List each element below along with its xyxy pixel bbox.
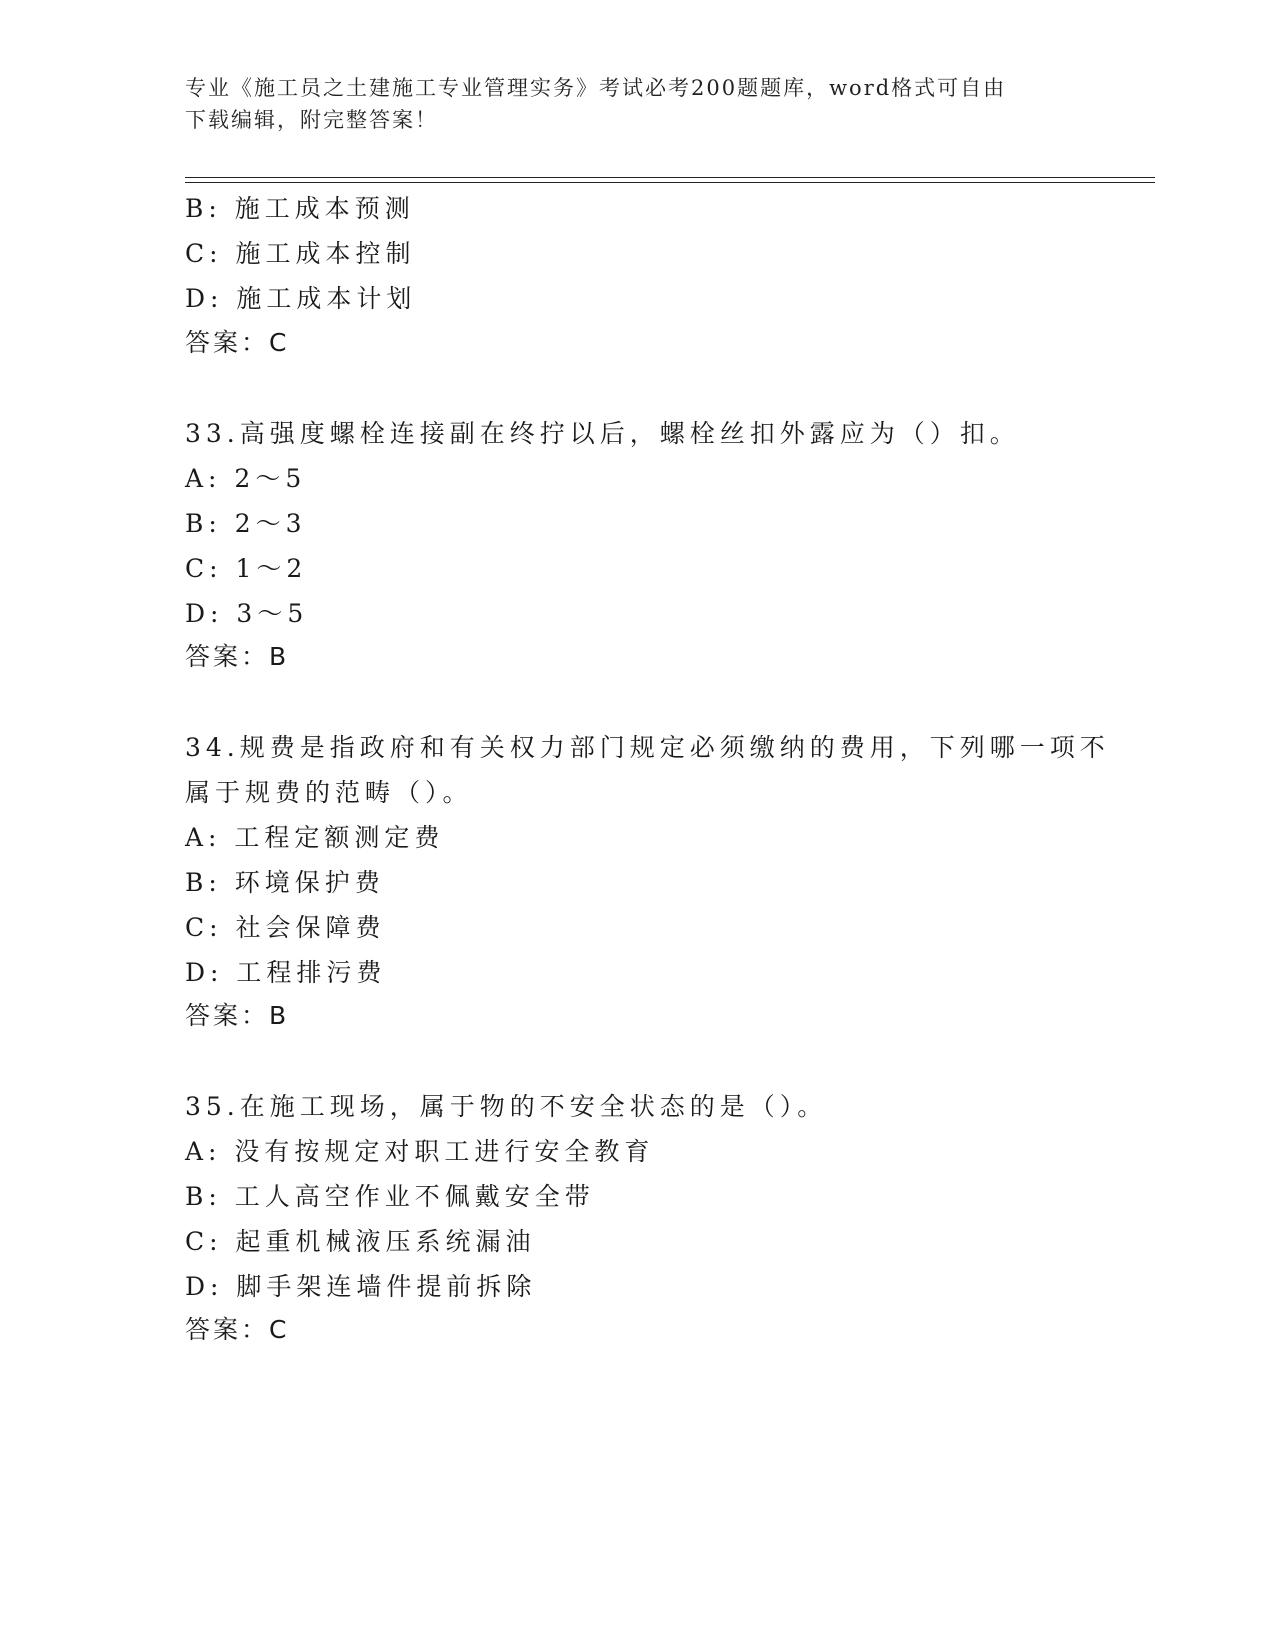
header-divider-bottom [185, 182, 1155, 183]
q32-answer: 答案：C [185, 328, 290, 357]
q34-option-a: A: 工程定额测定费 [185, 823, 445, 852]
q35-option-a: A: 没有按规定对职工进行安全教育 [185, 1137, 655, 1166]
q34-question-line-1: 34.规费是指政府和有关权力部门规定必须缴纳的费用，下列哪一项不 [185, 733, 1110, 762]
q32-option-d: D: 施工成本计划 [185, 284, 417, 313]
q33-option-d: D: 3～5 [185, 599, 309, 628]
q33-option-c: C: 1～2 [185, 554, 308, 583]
q34-option-d: D: 工程排污费 [185, 958, 387, 987]
q32-option-b: B: 施工成本预测 [185, 194, 415, 223]
q33-question: 33.高强度螺栓连接副在终拧以后，螺栓丝扣外露应为（）扣。 [185, 419, 1020, 448]
header-line-1: 专业《施工员之土建施工专业管理实务》考试必考200题题库，word格式可自由 [185, 76, 1007, 100]
q32-option-c: C: 施工成本控制 [185, 239, 416, 268]
q35-option-b: B: 工人高空作业不佩戴安全带 [185, 1182, 595, 1211]
q33-option-a: A: 2～5 [185, 464, 307, 493]
q33-answer: 答案：B [185, 642, 290, 671]
q34-answer: 答案：B [185, 1001, 290, 1030]
q35-option-d: D: 脚手架连墙件提前拆除 [185, 1272, 537, 1301]
q35-answer: 答案：C [185, 1315, 290, 1344]
document-header [185, 72, 1065, 136]
q34-option-c: C: 社会保障费 [185, 913, 386, 942]
q34-question-line-2: 属于规费的范畴（）。 [185, 778, 473, 807]
q34-option-b: B: 环境保护费 [185, 868, 385, 897]
header-line-2: 下载编辑，附完整答案！ [185, 108, 438, 132]
q35-option-c: C: 起重机械液压系统漏油 [185, 1227, 536, 1256]
header-divider-top [185, 177, 1155, 178]
q35-question: 35.在施工现场，属于物的不安全状态的是（）。 [185, 1092, 828, 1121]
q33-option-b: B: 2～3 [185, 509, 307, 538]
